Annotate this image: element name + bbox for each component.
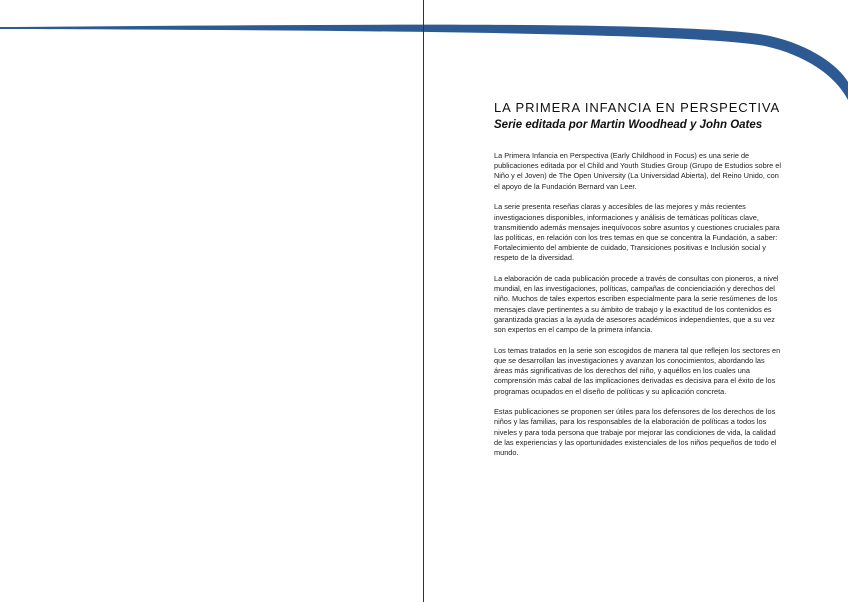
swoosh-band	[0, 25, 848, 100]
series-title: LA PRIMERA INFANCIA EN PERSPECTIVA	[494, 100, 781, 115]
paragraph-2: La serie presenta reseñas claras y accesibles de las mejores y más recientes investigaciones disponibles, informaciones y análisis de temáticas políticas clave, transmitiendo además mensajes inequívocos sobre asuntos y cuestiones cruciales para las políticas, en relación con los tres temas en que se concentra la Fundación, a saber: Fortalecimiento del ambiente de cuidado, Transiciones positivas e Inclusión social y respeto de la diversidad.	[494, 202, 780, 263]
paragraph-4: Los temas tratados en la serie son escogidos de manera tal que reflejen los sectores en que se desarrollan las investigaciones y avanzan los conocimientos, abordando las áreas más significativas de los derechos del niño, y aquéllos en los cuales una comprensión más cabal de las implicaciones derivadas es decisiva para el éxito de los programas ocupados en el diseño de políticas y su aplicación concreta.	[494, 345, 781, 396]
paragraph-5: Estas publicaciones se proponen ser útiles para los defensores de los derechos de los niños y las familias, para los responsables de la elaboración de políticas a todos los niveles y para toda persona que trabaje por mejorar las condiciones de vida, la calidad de las experiencias y las oportunidades existenciales de los niños pequeños de todo el mundo.	[494, 407, 777, 458]
page-gutter-line	[423, 0, 424, 602]
series-subtitle: Serie editada por Martin Woodhead y John Oates	[494, 119, 763, 131]
paragraph-3: La elaboración de cada publicación procede a través de consultas con pioneros, a nivel mundial, en las investigaciones, políticas, campañas de concienciación y derechos del niño. Muchos de tales expertos escriben especialmente para la serie resúmenes de los mensajes clave pertinentes a su ámbito de trabajo y la exactitud de los contenidos es garantizada gracias a la ayuda de asesores académicos independientes, que a su vez son expertos en el campo de la primera infancia.	[494, 274, 779, 335]
paragraph-1: La Primera Infancia en Perspectiva (Early Childhood in Focus) es una serie de publicaciones editada por el Child and Youth Studies Group (Grupo de Estudios sobre el Niño y el Joven) de The Open University (La Universidad Abierta), del Reino Unido, con el apoyo de la Fundación Bernard van Leer.	[494, 151, 782, 191]
right-page-content	[494, 100, 784, 469]
